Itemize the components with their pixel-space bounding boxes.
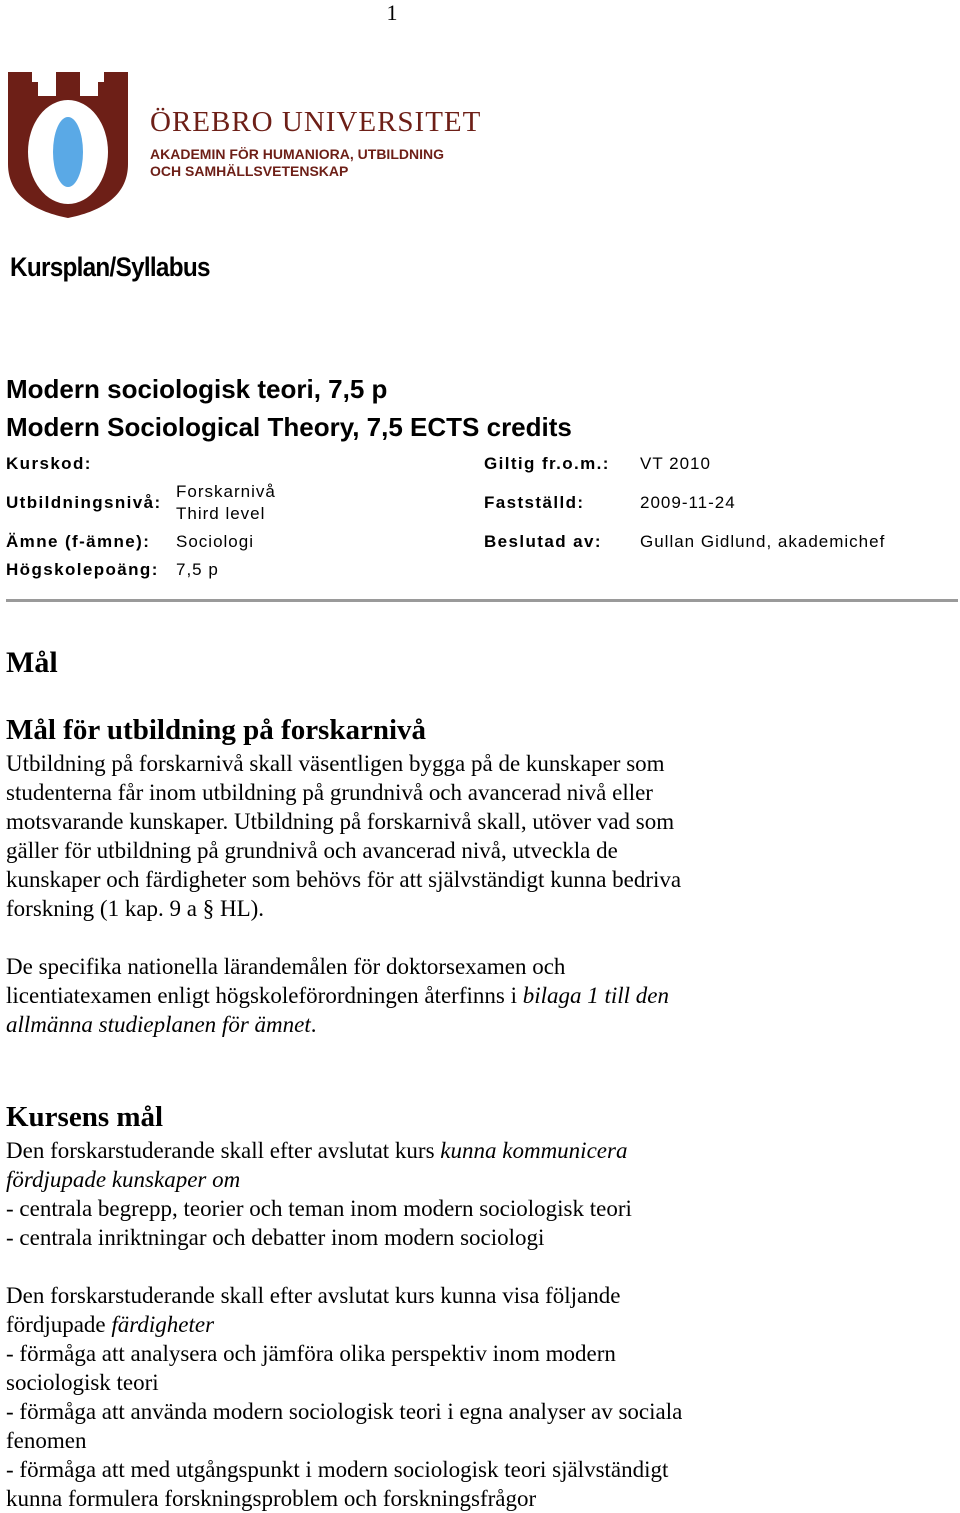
list-item: - centrala inriktningar och debatter inom modern sociologi <box>6 1225 545 1250</box>
kursplan-heading: Kursplan/Syllabus <box>10 252 210 282</box>
kunskaper-paragraph: Den forskarstuderande skall efter avslutat kurs kunna kommunicera fördjupade kunskaper om - centrala begrepp, teorier och teman inom modern sociologisk teori - centrala inriktningar och debatter inom modern sociologi <box>6 1136 906 1252</box>
giltig-value: VT 2010 <box>640 454 711 473</box>
lardemal-paragraph: De specifika nationella lärandemålen för doktorsexamen och licentiatexamen enligt högskoleförordningen återfinns i bilaga 1 till den allmänna studieplanen för ämnet. <box>6 954 670 1037</box>
divider <box>6 599 958 602</box>
university-logo <box>8 72 482 220</box>
fardigheter-paragraph: Den forskarstuderande skall efter avslutat kurs kunna visa följande fördjupade färdigheter - förmåga att analysera och jämföra olika perspektiv inom modern sociologisk teori - förmåga att använda modern sociologisk teori i egna analyser av sociala fenomen - förmåga att med utgångspunkt i modern sociologisk teori självständigt kunna formulera forskningsproblem och forskningsfrågor <box>6 1281 906 1513</box>
mal-heading: Mål <box>6 646 58 679</box>
shield-icon <box>8 72 128 218</box>
niva-value: Forskarnivå Third level <box>176 482 276 523</box>
amne-label: Ämne (f-ämne): <box>6 532 151 551</box>
list-item: - centrala begrepp, teorier och teman inom modern sociologisk teori <box>6 1196 632 1221</box>
forskarniva-heading: Mål för utbildning på forskarnivå <box>6 714 427 746</box>
page-number: 1 <box>386 0 398 25</box>
kursens-mal-heading: Kursens mål <box>6 1101 164 1133</box>
faststalld-label: Fastställd: <box>484 493 585 512</box>
faculty-name: AKADEMIN FÖR HUMANIORA, UTBILDNING OCH SAMHÄLLSVETENSKAP <box>150 146 444 179</box>
hp-value: 7,5 p <box>176 560 219 579</box>
course-title-sv: Modern sociologisk teori, 7,5 p <box>6 374 388 404</box>
list-item: - förmåga att använda modern sociologisk teori i egna analyser av sociala <box>6 1399 683 1424</box>
beslutad-value: Gullan Gidlund, akademichef <box>640 532 886 551</box>
list-item: - förmåga att analysera och jämföra olika perspektiv inom modern <box>6 1341 616 1366</box>
course-title-en: Modern Sociological Theory, 7,5 ECTS credits <box>6 412 572 442</box>
amne-value: Sociologi <box>176 532 254 551</box>
giltig-label: Giltig fr.o.m.: <box>484 454 610 473</box>
forskarniva-paragraph: Utbildning på forskarnivå skall väsentligen bygga på de kunskaper som studenterna får inom utbildning på grundnivå och avancerad nivå eller motsvarande kunskaper. Utbildning på forskarnivå skall, utöver vad som gäller för utbildning på grundnivå och avancerad nivå, utveckla de kunskaper och färdigheter som behövs för att självständigt kunna bedriva forskning (1 kap. 9 a § HL). <box>6 751 682 921</box>
university-name: ÖREBRO UNIVERSITET <box>150 106 482 138</box>
hp-label: Högskolepoäng: <box>6 560 159 579</box>
kurskod-label: Kurskod: <box>6 454 92 473</box>
niva-label: Utbildningsnivå: <box>6 493 162 512</box>
list-item: - förmåga att med utgångspunkt i modern sociologisk teori självständigt <box>6 1457 669 1482</box>
faststalld-value: 2009-11-24 <box>640 493 736 512</box>
beslutad-label: Beslutad av: <box>484 532 602 551</box>
